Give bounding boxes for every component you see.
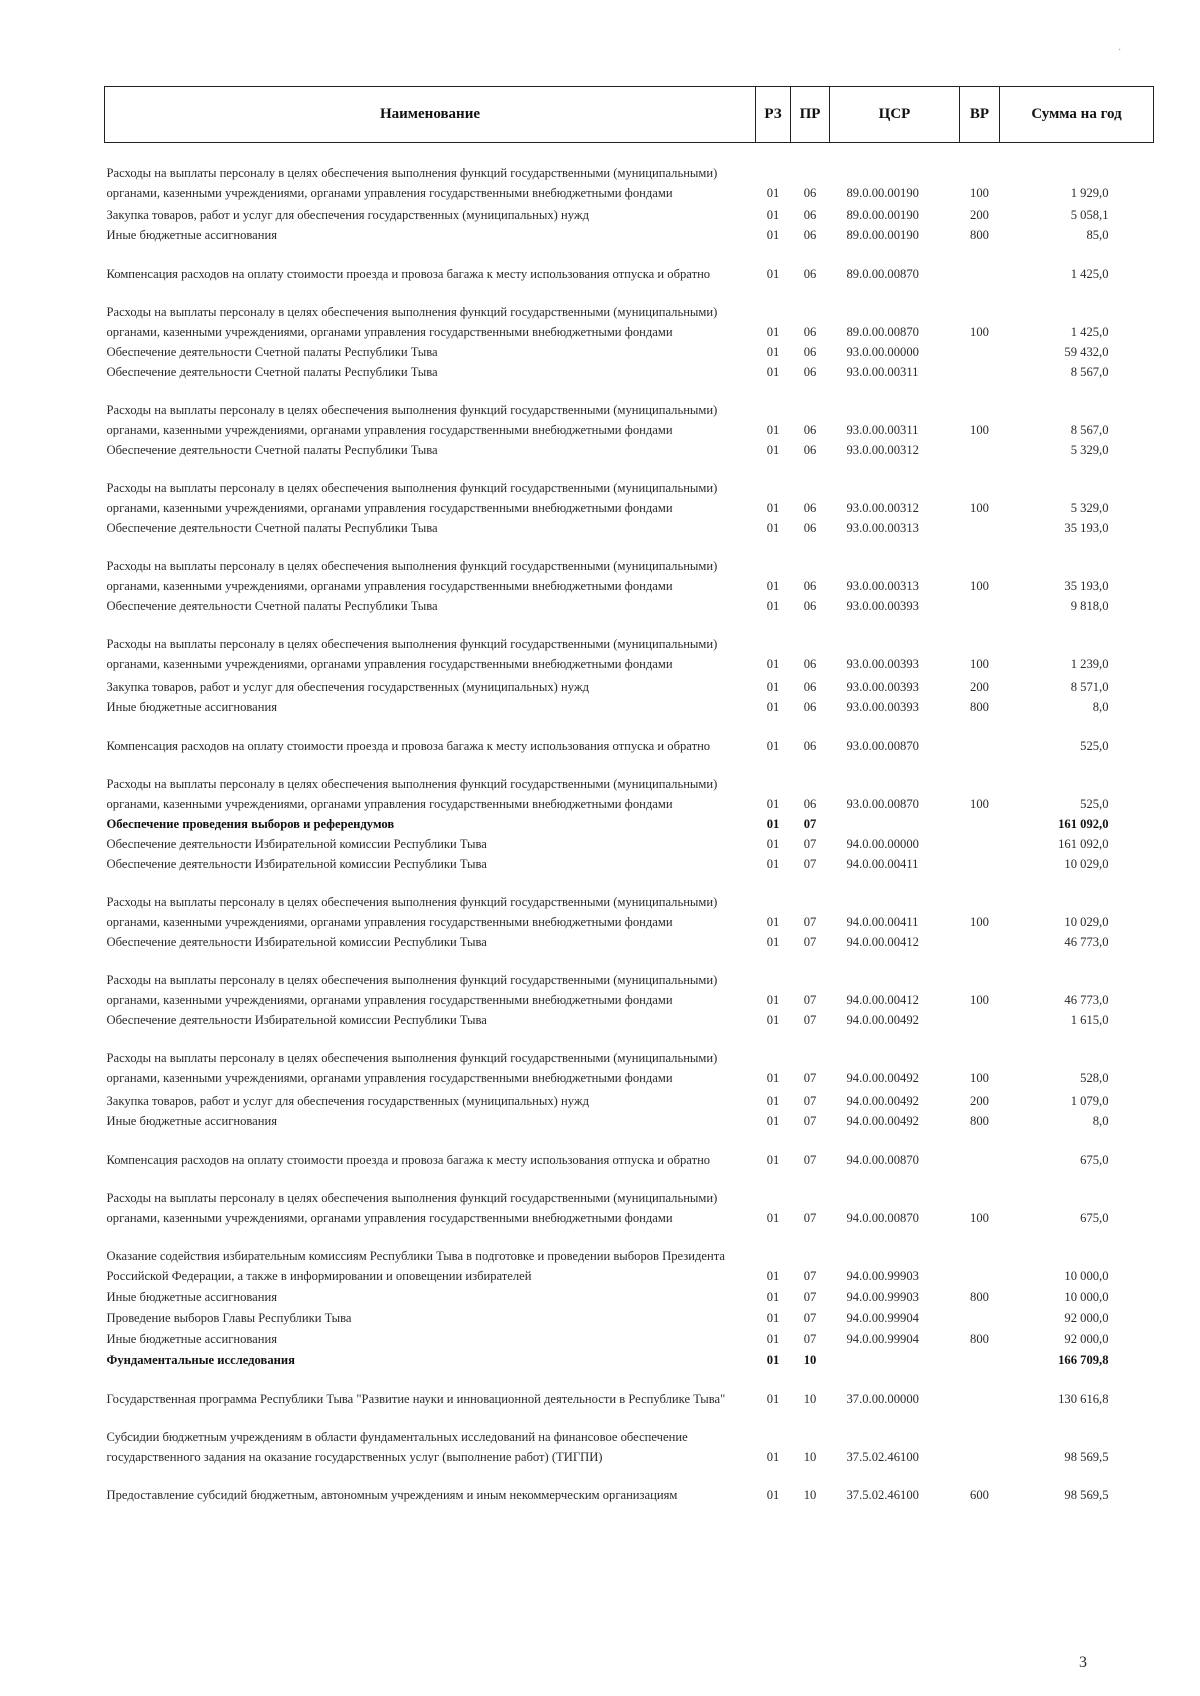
- table-row: [105, 245, 1154, 284]
- table-row: [105, 203, 1154, 225]
- cell-sum: 85,0: [1086, 227, 1109, 242]
- cell-rz: 01: [766, 344, 780, 359]
- cell-sum: 59 432,0: [1064, 344, 1109, 359]
- table-row: [105, 697, 1154, 717]
- cell-name: Проведение выборов Главы Республики Тыва: [106, 1310, 352, 1325]
- cell-csr: 93.0.00.00311: [846, 422, 919, 437]
- cell-pr: 07: [803, 1331, 817, 1346]
- table-row: [105, 854, 1154, 874]
- table-row: [105, 834, 1154, 854]
- table-row: [105, 756, 1154, 814]
- cell-name: Компенсация расходов на оплату стоимости проезда и провоза багажа к месту использования отпуска и обратно: [106, 1152, 711, 1167]
- cell-sum: 8,0: [1092, 699, 1109, 714]
- table-row: [105, 1010, 1154, 1030]
- cell-name: Расходы на выплаты персоналу в целях обеспечения выполнения функций государственными (муниципальными) органами, казенными учреждениями, органами управления государственными внебюджетными фондами: [106, 1050, 718, 1085]
- cell-vr: 100: [970, 422, 989, 437]
- cell-sum: 525,0: [1080, 738, 1109, 753]
- cell-rz: 01: [766, 442, 780, 457]
- cell-pr: 06: [803, 679, 817, 694]
- cell-pr: 06: [803, 266, 817, 281]
- cell-vr: 800: [970, 1331, 989, 1346]
- cell-rz: 01: [766, 856, 780, 871]
- cell-name: Расходы на выплаты персоналу в целях обеспечения выполнения функций государственными (муниципальными) органами, казенными учреждениями, органами управления государственными внебюджетными фондами: [106, 894, 718, 929]
- cell-rz: 01: [766, 1152, 780, 1167]
- table-row: [105, 382, 1154, 440]
- cell-sum: 675,0: [1080, 1152, 1109, 1167]
- cell-rz: 01: [766, 1487, 780, 1502]
- table-row: [105, 596, 1154, 616]
- cell-sum: 46 773,0: [1064, 992, 1109, 1007]
- table-row: [105, 538, 1154, 596]
- cell-sum: 166 709,8: [1058, 1352, 1109, 1367]
- table-body: [105, 143, 1154, 1505]
- cell-csr: 93.0.00.00870: [846, 796, 919, 811]
- cell-vr: [960, 1010, 1000, 1030]
- table-header: [105, 87, 1154, 143]
- cell-name: Обеспечение деятельности Счетной палаты Республики Тыва: [106, 598, 438, 613]
- cell-sum: 35 193,0: [1064, 578, 1109, 593]
- cell-sum: 10 029,0: [1064, 914, 1109, 929]
- cell-csr: 94.0.00.00412: [846, 992, 919, 1007]
- cell-name: Компенсация расходов на оплату стоимости проезда и провоза багажа к месту использования отпуска и обратно: [106, 738, 711, 753]
- cell-pr: 06: [803, 344, 817, 359]
- cell-vr: [960, 1131, 1000, 1170]
- table-row: [105, 1307, 1154, 1328]
- cell-rz: 01: [766, 1331, 780, 1346]
- cell-pr: 06: [803, 442, 817, 457]
- cell-pr: 06: [803, 738, 817, 753]
- cell-pr: 10: [803, 1391, 817, 1406]
- cell-sum: 5 329,0: [1070, 500, 1109, 515]
- cell-csr: 37.5.02.46100: [846, 1449, 919, 1464]
- cell-pr: 07: [803, 836, 817, 851]
- table-row: [105, 932, 1154, 952]
- cell-pr: 06: [803, 578, 817, 593]
- cell-rz: 01: [766, 738, 780, 753]
- cell-csr: 94.0.00.99903: [846, 1289, 919, 1304]
- cell-csr: 37.0.00.00000: [846, 1391, 919, 1406]
- cell-sum: 46 773,0: [1064, 934, 1109, 949]
- cell-rz: 01: [766, 185, 780, 200]
- header-sum: Сумма на год: [1000, 87, 1154, 143]
- table-row: [105, 284, 1154, 342]
- cell-rz: 01: [766, 1289, 780, 1304]
- cell-rz: 01: [766, 1268, 780, 1283]
- cell-pr: 07: [803, 934, 817, 949]
- cell-sum: 8,0: [1092, 1113, 1109, 1128]
- cell-pr: 06: [803, 422, 817, 437]
- cell-csr: 93.0.00.00313: [846, 578, 919, 593]
- cell-name: Субсидии бюджетным учреждениям в области фундаментальных исследований на финансовое обеспечение государственного задания на оказание государственных услуг (выполнение работ) (ТИГПИ): [106, 1429, 688, 1464]
- table-row: [105, 440, 1154, 460]
- cell-csr: 94.0.00.00870: [846, 1210, 919, 1225]
- cell-vr: 800: [970, 227, 989, 242]
- cell-sum: 5 329,0: [1070, 442, 1109, 457]
- cell-pr: 07: [803, 1113, 817, 1128]
- cell-vr: 800: [970, 1289, 989, 1304]
- cell-csr: 94.0.00.99904: [846, 1310, 919, 1325]
- cell-csr: [830, 814, 960, 834]
- cell-pr: 07: [803, 1310, 817, 1325]
- cell-vr: [960, 596, 1000, 616]
- cell-vr: [960, 1370, 1000, 1409]
- cell-csr: 94.0.00.00492: [846, 1113, 919, 1128]
- cell-vr: 200: [970, 1093, 989, 1108]
- cell-sum: 8 567,0: [1070, 422, 1109, 437]
- cell-name: Иные бюджетные ассигнования: [106, 699, 278, 714]
- cell-pr: 06: [803, 185, 817, 200]
- cell-rz: 01: [766, 1113, 780, 1128]
- cell-vr: [960, 1409, 1000, 1467]
- cell-pr: 07: [803, 1093, 817, 1108]
- cell-vr: 200: [970, 207, 989, 222]
- cell-sum: 161 092,0: [1058, 836, 1109, 851]
- cell-csr: 94.0.00.99904: [846, 1331, 919, 1346]
- cell-name: Компенсация расходов на оплату стоимости проезда и провоза багажа к месту использования отпуска и обратно: [106, 266, 711, 281]
- table-row: [105, 717, 1154, 756]
- cell-sum: 1 929,0: [1070, 185, 1109, 200]
- cell-name: Расходы на выплаты персоналу в целях обеспечения выполнения функций государственными (муниципальными) органами, казенными учреждениями, органами управления государственными внебюджетными фондами: [106, 1190, 718, 1225]
- cell-vr: [960, 814, 1000, 834]
- cell-pr: 07: [803, 1289, 817, 1304]
- cell-sum: 1 425,0: [1070, 324, 1109, 339]
- cell-vr: 100: [970, 578, 989, 593]
- cell-pr: 07: [803, 1268, 817, 1283]
- cell-rz: 01: [766, 699, 780, 714]
- header-pr: ПР: [791, 87, 830, 143]
- cell-vr: 100: [970, 500, 989, 515]
- cell-name: Расходы на выплаты персоналу в целях обеспечения выполнения функций государственными (муниципальными) органами, казенными учреждениями, органами управления государственными внебюджетными фондами: [106, 480, 718, 515]
- cell-csr: 94.0.00.00412: [846, 934, 919, 949]
- cell-csr: 89.0.00.00870: [846, 266, 919, 281]
- cell-name: Государственная программа Республики Тыва "Развитие науки и инновационной деятельности в Республике Тыва": [106, 1391, 726, 1406]
- cell-sum: 528,0: [1080, 1070, 1109, 1085]
- cell-csr: 94.0.00.00000: [846, 836, 919, 851]
- cell-sum: 10 000,0: [1064, 1289, 1109, 1304]
- cell-sum: 35 193,0: [1064, 520, 1109, 535]
- cell-pr: 06: [803, 656, 817, 671]
- cell-rz: 01: [766, 679, 780, 694]
- header-csr: ЦСР: [830, 87, 960, 143]
- header-name: Наименование: [105, 87, 756, 143]
- cell-rz: 01: [766, 364, 780, 379]
- cell-pr: 06: [803, 207, 817, 222]
- cell-pr: 07: [803, 816, 817, 831]
- table-row: [105, 874, 1154, 932]
- cell-vr: [960, 362, 1000, 382]
- cell-name: Расходы на выплаты персоналу в целях обеспечения выполнения функций государственными (муниципальными) органами, казенными учреждениями, органами управления государственными внебюджетными фондами: [106, 402, 718, 437]
- cell-vr: [960, 440, 1000, 460]
- cell-vr: 100: [970, 1210, 989, 1225]
- table-row: [105, 1131, 1154, 1170]
- cell-vr: [960, 932, 1000, 952]
- table-row: [105, 952, 1154, 1010]
- cell-csr: 93.0.00.00393: [846, 598, 919, 613]
- table-row: [105, 342, 1154, 362]
- cell-name: Обеспечение деятельности Счетной палаты Республики Тыва: [106, 520, 438, 535]
- cell-pr: 06: [803, 364, 817, 379]
- cell-name: Расходы на выплаты персоналу в целях обеспечения выполнения функций государственными (муниципальными) органами, казенными учреждениями, органами управления государственными внебюджетными фондами: [106, 304, 718, 339]
- table-row: [105, 362, 1154, 382]
- cell-name: Иные бюджетные ассигнования: [106, 227, 278, 242]
- cell-rz: 01: [766, 500, 780, 515]
- cell-csr: 94.0.00.00492: [846, 1012, 919, 1027]
- cell-csr: 94.0.00.99903: [846, 1268, 919, 1283]
- table-row: [105, 616, 1154, 674]
- cell-csr: 93.0.00.00393: [846, 679, 919, 694]
- cell-csr: 94.0.00.00870: [846, 1152, 919, 1167]
- cell-name: Предоставление субсидий бюджетным, автономным учреждениям и иным некоммерческим организациям: [106, 1487, 678, 1502]
- cell-csr: 89.0.00.00870: [846, 324, 919, 339]
- table-row: [105, 460, 1154, 518]
- cell-name: Фундаментальные исследования: [106, 1352, 295, 1367]
- cell-rz: 01: [766, 816, 780, 831]
- cell-vr: [960, 245, 1000, 284]
- table-row: [105, 1111, 1154, 1131]
- cell-pr: 10: [803, 1449, 817, 1464]
- cell-vr: [960, 834, 1000, 854]
- cell-sum: 161 092,0: [1058, 816, 1109, 831]
- cell-csr: 94.0.00.00411: [846, 856, 919, 871]
- cell-vr: [960, 717, 1000, 756]
- cell-rz: 01: [766, 598, 780, 613]
- cell-rz: 01: [766, 324, 780, 339]
- cell-name: Закупка товаров, работ и услуг для обеспечения государственных (муниципальных) нужд: [106, 207, 589, 222]
- cell-csr: 93.0.00.00312: [846, 442, 919, 457]
- table-row: [105, 1286, 1154, 1307]
- cell-rz: 01: [766, 992, 780, 1007]
- cell-sum: 8 567,0: [1070, 364, 1109, 379]
- cell-name: Расходы на выплаты персоналу в целях обеспечения выполнения функций государственными (муниципальными) органами, казенными учреждениями, органами управления государственными внебюджетными фондами: [106, 972, 718, 1007]
- cell-sum: 675,0: [1080, 1210, 1109, 1225]
- budget-table: [104, 86, 1154, 1505]
- cell-rz: 01: [766, 656, 780, 671]
- table-row: [105, 143, 1154, 203]
- cell-sum: 92 000,0: [1064, 1310, 1109, 1325]
- cell-name: Обеспечение деятельности Избирательной комиссии Республики Тыва: [106, 856, 487, 871]
- cell-csr: 93.0.00.00393: [846, 656, 919, 671]
- cell-sum: 98 569,5: [1064, 1487, 1109, 1502]
- cell-vr: [960, 1349, 1000, 1370]
- cell-name: Обеспечение проведения выборов и референдумов: [106, 816, 395, 831]
- cell-vr: 100: [970, 185, 989, 200]
- cell-name: Расходы на выплаты персоналу в целях обеспечения выполнения функций государственными (муниципальными) органами, казенными учреждениями, органами управления государственными внебюджетными фондами: [106, 558, 718, 593]
- cell-rz: 01: [766, 1352, 780, 1367]
- header-vr: ВР: [960, 87, 1000, 143]
- cell-sum: 8 571,0: [1070, 679, 1109, 694]
- cell-vr: [960, 1228, 1000, 1286]
- cell-pr: 07: [803, 1070, 817, 1085]
- cell-vr: 100: [970, 656, 989, 671]
- cell-vr: 100: [970, 796, 989, 811]
- table-row: [105, 518, 1154, 538]
- cell-sum: 1 425,0: [1070, 266, 1109, 281]
- cell-csr: 94.0.00.00492: [846, 1070, 919, 1085]
- cell-name: Закупка товаров, работ и услуг для обеспечения государственных (муниципальных) нужд: [106, 1093, 589, 1108]
- cell-rz: 01: [766, 266, 780, 281]
- cell-pr: 06: [803, 598, 817, 613]
- cell-csr: 89.0.00.00190: [846, 207, 919, 222]
- cell-rz: 01: [766, 227, 780, 242]
- cell-name: Обеспечение деятельности Счетной палаты Республики Тыва: [106, 364, 438, 379]
- cell-pr: 06: [803, 520, 817, 535]
- cell-rz: 01: [766, 796, 780, 811]
- cell-name: Иные бюджетные ассигнования: [106, 1289, 278, 1304]
- table-row: [105, 1030, 1154, 1088]
- cell-rz: 01: [766, 207, 780, 222]
- cell-vr: 800: [970, 1113, 989, 1128]
- cell-vr: [960, 518, 1000, 538]
- cell-sum: 525,0: [1080, 796, 1109, 811]
- cell-pr: 07: [803, 856, 817, 871]
- table-row: [105, 1467, 1154, 1505]
- scan-mark: ·: [1118, 45, 1122, 56]
- cell-sum: 9 818,0: [1070, 598, 1109, 613]
- table-row: [105, 1088, 1154, 1111]
- cell-vr: 100: [970, 992, 989, 1007]
- cell-csr: 93.0.00.00000: [846, 344, 919, 359]
- table-row: [105, 814, 1154, 834]
- cell-rz: 01: [766, 1012, 780, 1027]
- cell-rz: 01: [766, 1093, 780, 1108]
- cell-name: Закупка товаров, работ и услуг для обеспечения государственных (муниципальных) нужд: [106, 679, 589, 694]
- cell-csr: [830, 1349, 960, 1370]
- cell-name: Обеспечение деятельности Избирательной комиссии Республики Тыва: [106, 836, 487, 851]
- table-row: [105, 1349, 1154, 1370]
- cell-csr: 89.0.00.00190: [846, 185, 919, 200]
- table-row: [105, 674, 1154, 697]
- cell-vr: 600: [970, 1487, 989, 1502]
- cell-rz: 01: [766, 578, 780, 593]
- cell-vr: 100: [970, 1070, 989, 1085]
- cell-rz: 01: [766, 836, 780, 851]
- cell-name: Расходы на выплаты персоналу в целях обеспечения выполнения функций государственными (муниципальными) органами, казенными учреждениями, органами управления государственными внебюджетными фондами: [106, 776, 718, 811]
- cell-name: Обеспечение деятельности Счетной палаты Республики Тыва: [106, 344, 438, 359]
- cell-name: Иные бюджетные ассигнования: [106, 1331, 278, 1346]
- cell-name: Оказание содействия избирательным комиссиям Республики Тыва в подготовке и проведении выборов Президента Российской Федерации, а также в информировании и оповещении избирателей: [106, 1248, 725, 1283]
- cell-pr: 06: [803, 796, 817, 811]
- cell-sum: 98 569,5: [1064, 1449, 1109, 1464]
- cell-sum: 1 079,0: [1070, 1093, 1109, 1108]
- cell-name: Обеспечение деятельности Избирательной комиссии Республики Тыва: [106, 934, 487, 949]
- cell-csr: 37.5.02.46100: [846, 1487, 919, 1502]
- cell-csr: 93.0.00.00313: [846, 520, 919, 535]
- cell-name: Обеспечение деятельности Счетной палаты Республики Тыва: [106, 442, 438, 457]
- cell-pr: 07: [803, 1210, 817, 1225]
- cell-sum: 130 616,8: [1058, 1391, 1109, 1406]
- cell-pr: 10: [803, 1352, 817, 1367]
- cell-pr: 06: [803, 324, 817, 339]
- cell-vr: 100: [970, 324, 989, 339]
- cell-pr: 06: [803, 500, 817, 515]
- cell-name: Обеспечение деятельности Избирательной комиссии Республики Тыва: [106, 1012, 487, 1027]
- cell-rz: 01: [766, 1070, 780, 1085]
- cell-csr: 94.0.00.00492: [846, 1093, 919, 1108]
- cell-csr: 93.0.00.00393: [846, 699, 919, 714]
- cell-name: Иные бюджетные ассигнования: [106, 1113, 278, 1128]
- cell-sum: 10 000,0: [1064, 1268, 1109, 1283]
- cell-rz: 01: [766, 520, 780, 535]
- page-number: 3: [1079, 1654, 1087, 1671]
- cell-rz: 01: [766, 1391, 780, 1406]
- cell-vr: [960, 342, 1000, 362]
- cell-csr: 89.0.00.00190: [846, 227, 919, 242]
- table-row: [105, 225, 1154, 245]
- cell-pr: 06: [803, 227, 817, 242]
- table-row: [105, 1228, 1154, 1286]
- cell-vr: 800: [970, 699, 989, 714]
- header-rz: РЗ: [756, 87, 791, 143]
- cell-pr: 07: [803, 1152, 817, 1167]
- cell-name: Расходы на выплаты персоналу в целях обеспечения выполнения функций государственными (муниципальными) органами, казенными учреждениями, органами управления государственными внебюджетными фондами: [106, 636, 718, 671]
- table-row: [105, 1328, 1154, 1349]
- cell-vr: [960, 854, 1000, 874]
- cell-vr: [960, 1307, 1000, 1328]
- cell-sum: 5 058,1: [1070, 207, 1109, 222]
- cell-csr: 93.0.00.00870: [846, 738, 919, 753]
- cell-name: Расходы на выплаты персоналу в целях обеспечения выполнения функций государственными (муниципальными) органами, казенными учреждениями, органами управления государственными внебюджетными фондами: [106, 165, 718, 200]
- cell-rz: 01: [766, 1449, 780, 1464]
- cell-sum: 1 239,0: [1070, 656, 1109, 671]
- cell-rz: 01: [766, 1210, 780, 1225]
- cell-rz: 01: [766, 914, 780, 929]
- cell-pr: 07: [803, 914, 817, 929]
- cell-sum: 10 029,0: [1064, 856, 1109, 871]
- cell-pr: 10: [803, 1487, 817, 1502]
- cell-pr: 07: [803, 992, 817, 1007]
- table-row: [105, 1170, 1154, 1228]
- cell-csr: 94.0.00.00411: [846, 914, 919, 929]
- cell-vr: 100: [970, 914, 989, 929]
- cell-pr: 06: [803, 699, 817, 714]
- table-row: [105, 1409, 1154, 1467]
- cell-sum: 1 615,0: [1070, 1012, 1109, 1027]
- cell-rz: 01: [766, 934, 780, 949]
- table-row: [105, 1370, 1154, 1409]
- cell-vr: 200: [970, 679, 989, 694]
- cell-rz: 01: [766, 422, 780, 437]
- cell-sum: 92 000,0: [1064, 1331, 1109, 1346]
- cell-pr: 07: [803, 1012, 817, 1027]
- cell-csr: 93.0.00.00312: [846, 500, 919, 515]
- cell-csr: 93.0.00.00311: [846, 364, 919, 379]
- cell-rz: 01: [766, 1310, 780, 1325]
